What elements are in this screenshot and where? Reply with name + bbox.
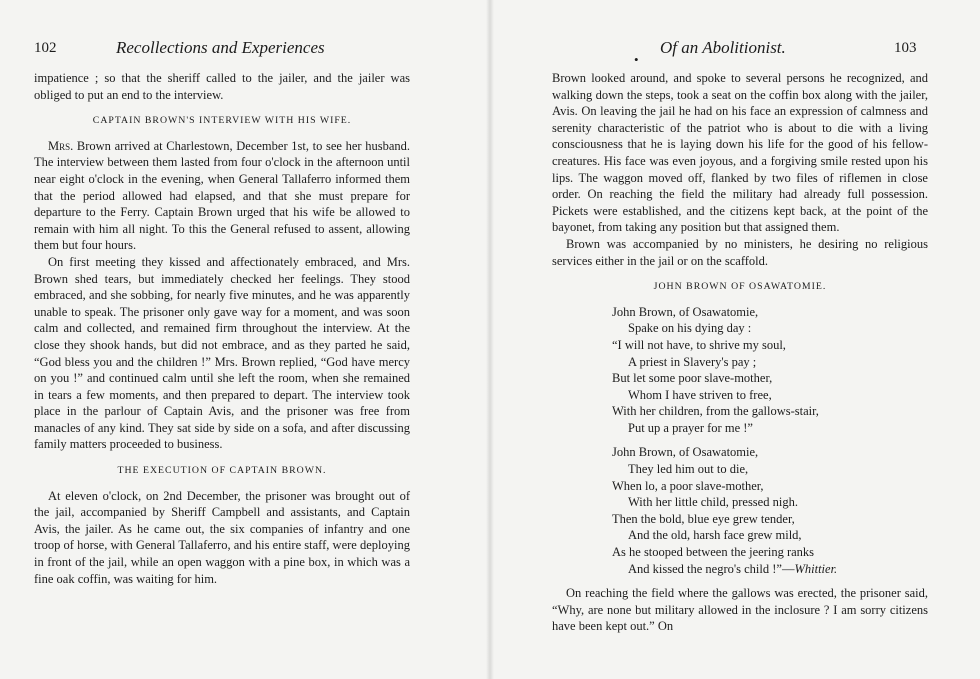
poem-stanza-1 xyxy=(612,304,928,437)
paragraph-ministers: Brown was accompanied by no ministers, he desiring no religious services either in the jail or on the scaffold. xyxy=(552,236,928,268)
right-page xyxy=(490,0,980,679)
poem-line-last xyxy=(612,561,928,578)
paragraph-meeting: On first meeting they kissed and affectionately embraced, and Mrs. Brown shed tears, but immediately checked her feelings. They stood embraced, and she sobbing, for nearly five minutes, and he was apparently unable to speak. The prisoner only gave way for a moment, and was soon calm and collected, and remained firm throughout the interview. At the close they shook hands, but did not embrace, and as they parted he said, “God bless you and the children !” Mrs. Brown replied, “God have mercy on you !” and continued calm until she left the room, when she remained in tears a few moments, and then prepared to depart. The interview took place in the parlour of Captain Avis, and the prisoner was free from manacles of any kind. They sat side by side on a sofa, and after discussing family matters proceeded to business. xyxy=(34,254,410,452)
lead-word: Mrs. xyxy=(48,138,74,153)
paragraph-gallows: On reaching the field where the gallows was erected, the prisoner said, “Why, are none but military allowed in the inclosure ? I am sorry citizens have been kept out.” On xyxy=(552,586,928,634)
poem-line: And the old, harsh face grew mild, xyxy=(628,528,802,543)
poem-line: Spake on his dying day : xyxy=(628,321,752,336)
paragraph-arrival xyxy=(34,138,410,254)
page-number-right: 103 xyxy=(894,40,917,56)
poem-title: JOHN BROWN OF OSAWATOMIE. xyxy=(653,281,827,293)
right-text-column xyxy=(552,70,928,635)
poem-line: As he stooped between the jeering ranks xyxy=(612,545,815,560)
paragraph-procession: Brown looked around, and spoke to several persons he recognized, and walking down the steps, took a seat on the coffin box along with the jailer, Avis. On leaving the jail he had on his face an expression of calmness and serenity characteristic of the patriot who is about to die with a living consciousness that he is laying down his life for the good of his fellow-creatures. His face was even joyous, and a forgiving smile rested upon his lips. The waggon moved off, flanked by two files of riflemen in close order. On reaching the field the military had already full possession. Pickets were established, and the citizens kept back, at the point of the bayonet, from taking any position but that assigned them. xyxy=(552,71,928,235)
page-number-left: 102 xyxy=(34,40,57,56)
poem-line: They led him out to die, xyxy=(628,462,749,477)
poem-line: Whom I have striven to free, xyxy=(628,387,772,402)
section-heading-execution: THE EXECUTION OF CAPTAIN BROWN. xyxy=(117,465,327,477)
paragraph-execution: At eleven o'clock, on 2nd December, the prisoner was brought out of the jail, accompanied by Sheriff Campbell and assistants, and Captain Avis, the jailer. As he came out, the six companies of infantry and one troop of horse, with General Tallaferro, and his entire staff, were deploying in front of the jail, while an open waggon with a pine box, in which was a fine oak coffin, was waiting for him. xyxy=(34,488,410,586)
poem-line: Then the bold, blue eye grew tender, xyxy=(612,511,795,526)
poem-line: With her children, from the gallows-stair, xyxy=(612,404,819,419)
poem-line: Put up a prayer for me !” xyxy=(628,420,753,435)
poem-line-text: And kissed the negro's child !”— xyxy=(628,561,795,576)
left-text-column xyxy=(34,70,410,587)
running-head-right: Of an Abolitionist. xyxy=(660,38,786,57)
print-speck: • xyxy=(634,52,639,67)
paragraph-arrival-text: Brown arrived at Charlestown, December 1st, to see her husband. The interview between them lasted from four o'clock in the afternoon until near eight o'clock in the evening, when General Tallaferro informed them that the period allowed had elapsed, and that she must prepare for departure to the Ferry. Captain Brown urged that his wife be allowed to remain with him all night. To this the General refused to assent, allowing them but four hours. xyxy=(34,138,410,253)
section-heading-interview: CAPTAIN BROWN'S INTERVIEW WITH HIS WIFE. xyxy=(92,115,352,127)
poem-line: But let some poor slave-mother, xyxy=(612,371,773,386)
running-head-left: Recollections and Experiences xyxy=(116,38,325,57)
poem-stanza-2 xyxy=(612,444,928,577)
poem-line: With her little child, pressed nigh. xyxy=(628,495,798,510)
poem-line: John Brown, of Osawatomie, xyxy=(612,304,759,319)
poem-line: “I will not have, to shrive my soul, xyxy=(612,337,786,352)
poem-credit: Whittier. xyxy=(794,561,838,576)
poem-line: A priest in Slavery's pay ; xyxy=(628,354,757,369)
poem-line: When lo, a poor slave-mother, xyxy=(612,478,764,493)
paragraph-intro: impatience ; so that the sheriff called to the jailer, and the jailer was obliged to put an end to the interview. xyxy=(34,71,410,102)
poem-line: John Brown, of Osawatomie, xyxy=(612,445,759,460)
